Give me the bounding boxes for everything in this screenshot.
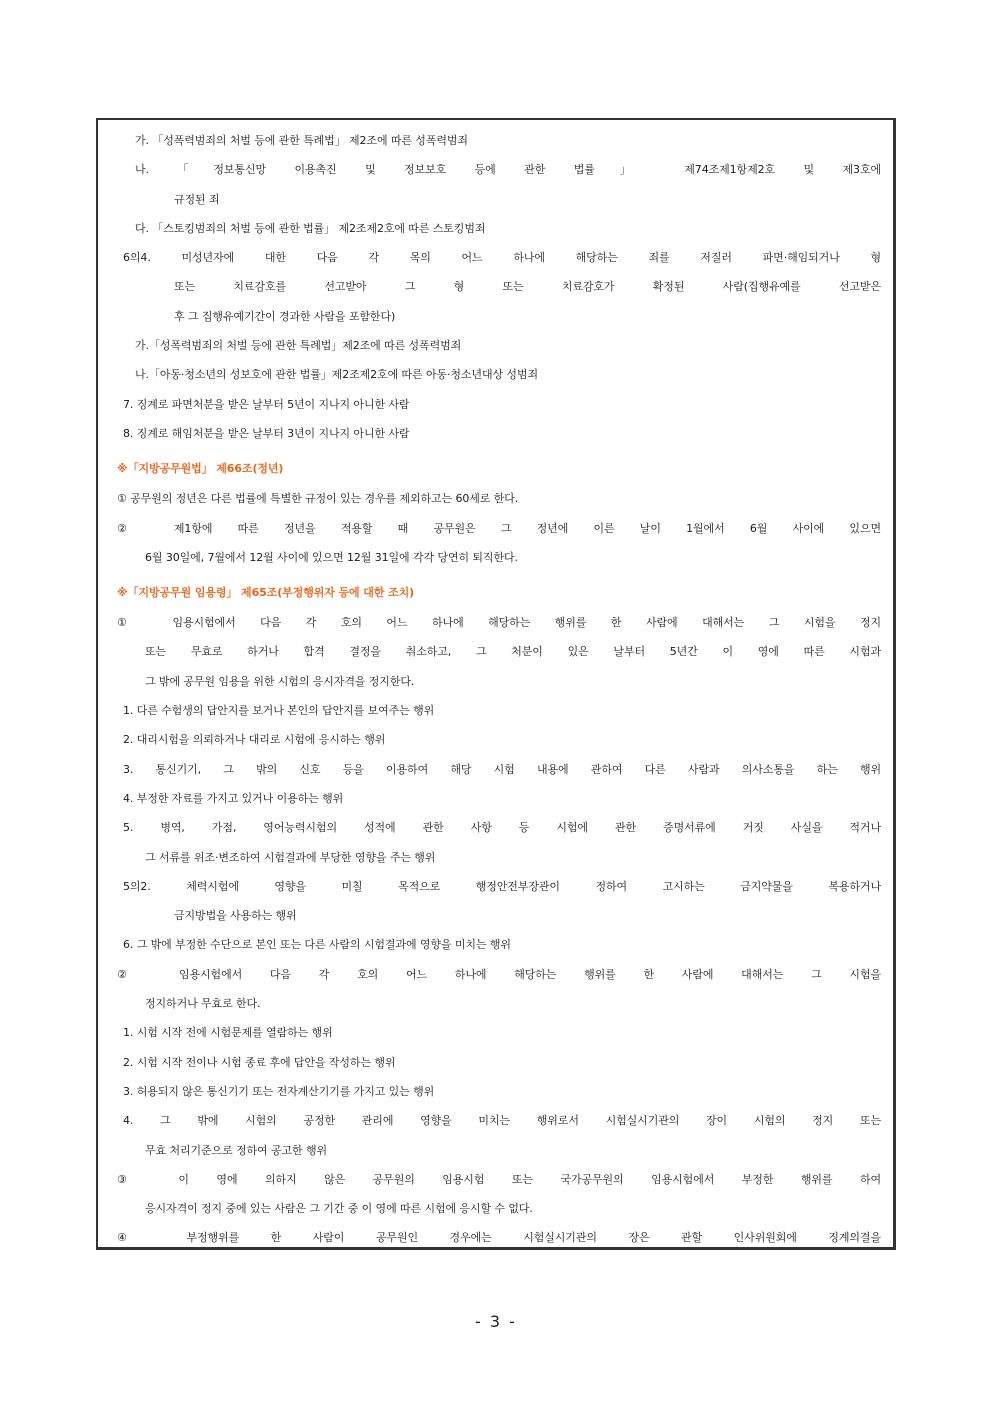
paragraph: ① 공무원의 정년은 다른 법률에 특별한 규정이 있는 경우를 제외하고는 60세로 한다. <box>117 492 519 506</box>
list-item: 1. 다른 수험생의 답안지를 보거나 본인의 답안지를 보여주는 행위 <box>123 704 435 718</box>
list-item: 3. 허용되지 않은 통신기기 또는 전자계산기기를 가지고 있는 행위 <box>123 1084 435 1098</box>
paragraph: ③ 이 영에 의하지 않은 공무원의 임용시험 또는 국가공무원의 임용시험에서 부정한 행위를 하여 <box>117 1172 881 1186</box>
paragraph: ② 임용시험에서 다음 각 호의 어느 하나에 해당하는 행위를 한 사람에 대해서는 그 시험을 <box>117 967 881 981</box>
list-item: 5. 병역, 가점, 영어능력시험의 성적에 관한 사항 등 시험에 관한 증명서류에 거짓 사실을 적거나 <box>123 821 881 835</box>
list-item: 7. 징계로 파면처분을 받은 날부터 5년이 지나지 아니한 사람 <box>123 397 410 411</box>
list-item: 나. 「정보통신망 이용촉진 및 정보보호 등에 관한 법률」 제74조제1항제2호 및 제3호에 <box>135 163 881 177</box>
list-item-continuation: 그 서류를 위조·변조하여 시험결과에 부당한 영향을 주는 행위 <box>145 850 436 864</box>
list-item: 4. 그 밖에 시험의 공정한 관리에 영향을 미치는 행위로서 시험실시기관의 장이 시험의 정지 또는 <box>123 1114 881 1128</box>
list-item-continuation: 또는 치료감호를 선고받아 그 형 또는 치료감호가 확정된 사람(집행유예를 선고받은 <box>174 280 881 294</box>
list-item: 6. 그 밖에 부정한 수단으로 본인 또는 다른 사람의 시험결과에 영향을 미치는 행위 <box>123 938 511 952</box>
list-item: 1. 시험 시작 전에 시험문제를 열람하는 행위 <box>123 1026 333 1040</box>
paragraph: ④ 부정행위를 한 사람이 공무원인 경우에는 시험실시기관의 장은 관할 인사위원회에 징계의결을 <box>117 1231 881 1245</box>
paragraph-continuation: 또는 무효로 하거나 합격 결정을 취소하고, 그 처분이 있은 날부터 5년간 이 영에 따른 시험과 <box>145 645 881 659</box>
section-heading: ※「지방공무원법」 제66조(정년) <box>117 462 284 476</box>
page-number: - 3 - <box>475 1312 517 1331</box>
list-item-continuation: 금지방법을 사용하는 행위 <box>174 909 297 923</box>
list-item: 5의2. 체력시험에 영향을 미칠 목적으로 행정안전부장관이 정하여 고시하는 금지약물을 복용하거나 <box>123 879 881 893</box>
list-item-continuation: 규정된 죄 <box>174 192 220 206</box>
list-item: 2. 대리시험을 의뢰하거나 대리로 시험에 응시하는 행위 <box>123 733 386 747</box>
paragraph-continuation: 정지하거나 무효로 한다. <box>145 997 261 1011</box>
list-item: 나.「아동·청소년의 성보호에 관한 법률」제2조제2호에 따른 아동·청소년대상 성범죄 <box>135 368 538 382</box>
list-item: 3. 통신기기, 그 밖의 신호 등을 이용하여 해당 시험 내용에 관하여 다른 사람과 의사소통을 하는 행위 <box>123 762 881 776</box>
list-item: 8. 징계로 해임처분을 받은 날부터 3년이 지나지 아니한 사람 <box>123 426 410 440</box>
list-item-continuation: 무효 처리기준으로 정하여 공고한 행위 <box>145 1143 328 1157</box>
list-item-continuation: 후 그 집행유예기간이 경과한 사람을 포함한다) <box>174 309 396 323</box>
paragraph-continuation: 6월 30일에, 7월에서 12월 사이에 있으면 12월 31일에 각각 당연히 퇴직한다. <box>145 550 518 564</box>
document-body <box>117 126 887 1253</box>
list-item: 6의4. 미성년자에 대한 다음 각 목의 어느 하나에 해당하는 죄를 저질러 파면·해임되거나 형 <box>123 251 881 265</box>
list-item: 4. 부정한 자료를 가지고 있거나 이용하는 행위 <box>123 791 344 805</box>
paragraph-continuation: 응시자격이 정지 중에 있는 사람은 그 기간 중 이 영에 따른 시험에 응시할 수 없다. <box>145 1202 533 1216</box>
paragraph-continuation: 그 밖에 공무원 임용을 위한 시험의 응시자격을 정지한다. <box>145 674 415 688</box>
list-item: 가.「성폭력범죄의 처벌 등에 관한 특례법」제2조에 따른 성폭력범죄 <box>135 339 462 353</box>
list-item: 가. 「성폭력범죄의 처벌 등에 관한 특례법」 제2조에 따른 성폭력범죄 <box>135 134 468 147</box>
section-heading: ※「지방공무원 임용령」 제65조(부정행위자 등에 대한 조치) <box>117 586 415 600</box>
paragraph: ② 제1항에 따른 정년을 적용할 때 공무원은 그 정년에 이른 날이 1월에서 6월 사이에 있으면 <box>117 521 882 535</box>
list-item: 다. 「스토킹범죄의 처벌 등에 관한 법률」 제2조제2호에 따른 스토킹범죄 <box>135 221 486 235</box>
list-item: 2. 시험 시작 전이나 시험 종료 후에 답안을 작성하는 행위 <box>123 1055 396 1069</box>
paragraph: ① 임용시험에서 다음 각 호의 어느 하나에 해당하는 행위를 한 사람에 대해서는 그 시험을 정지 <box>117 616 881 630</box>
